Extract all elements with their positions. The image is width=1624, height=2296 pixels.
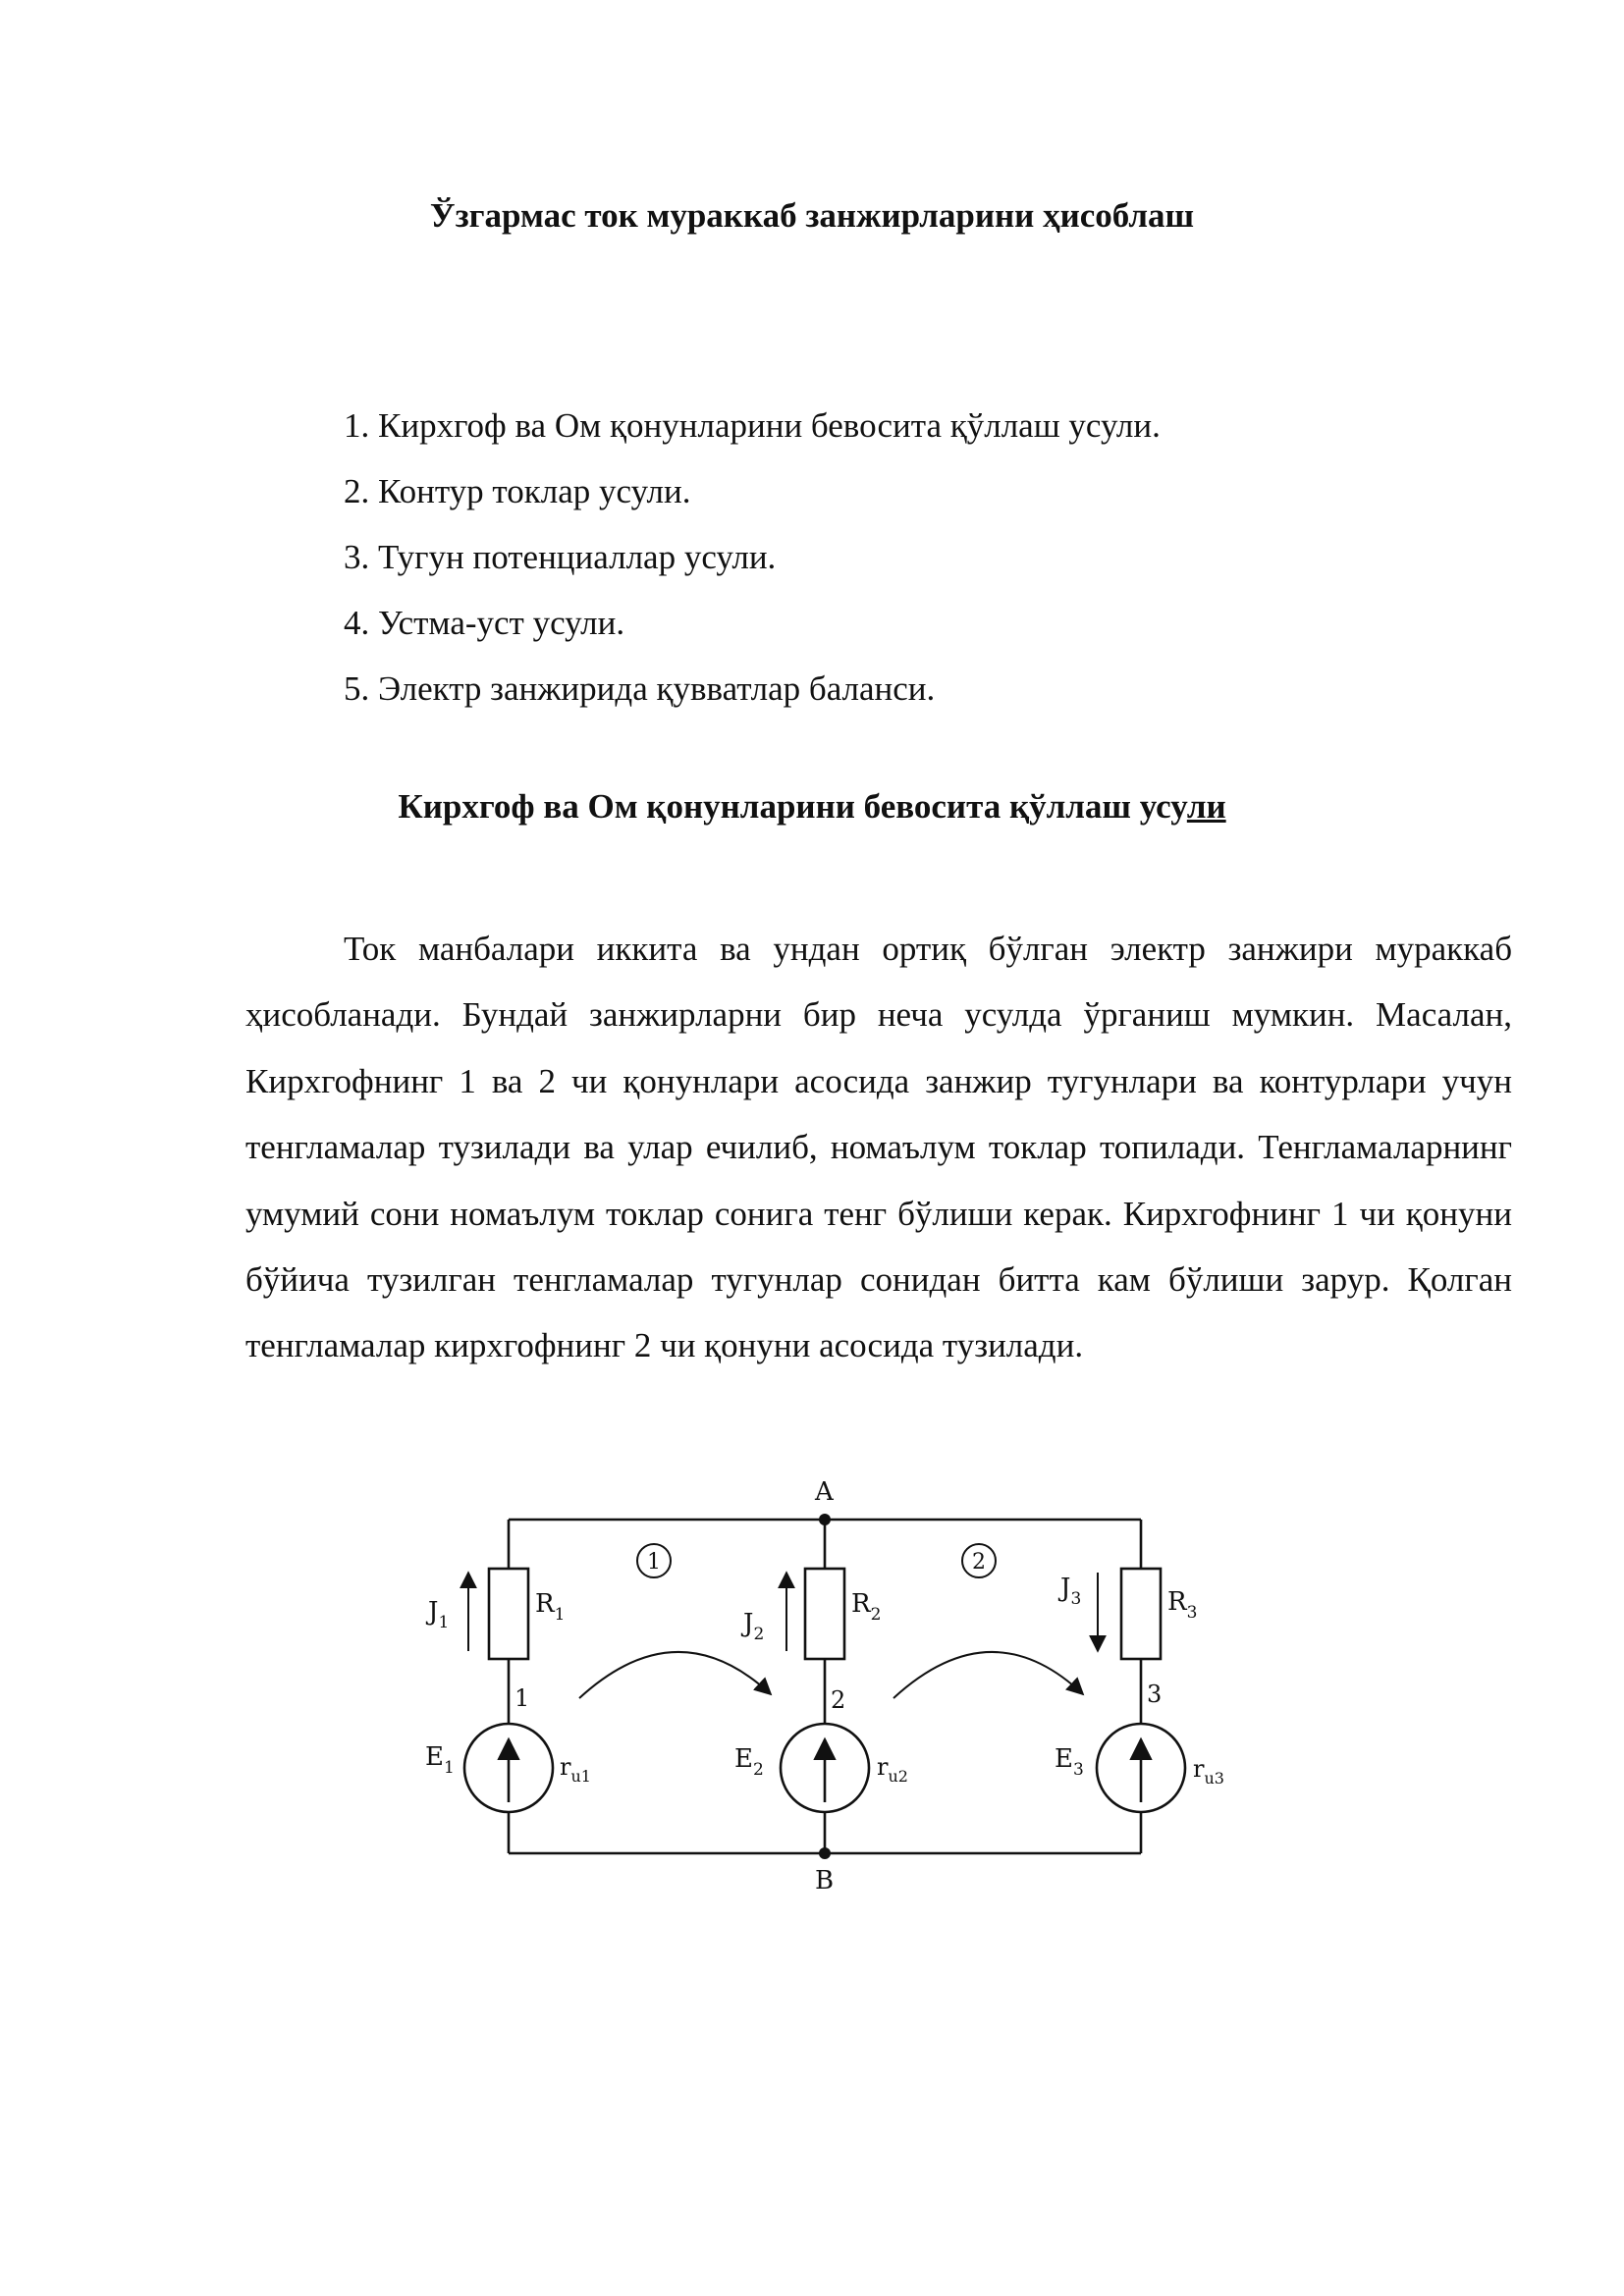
current-j1-label: $J_1$ [428, 1597, 450, 1632]
section-heading-underlined: ли [1186, 787, 1226, 826]
list-item: 1. Кирхгоф ва Ом қонунларини бевосита қўллаш усули. [344, 406, 1161, 445]
list-item: 4. Устма-уст усули. [344, 604, 625, 642]
list-item: 3. Тугун потенциаллар усули. [344, 538, 777, 576]
internal-r-u1-label: $r_{u1}$ [560, 1753, 591, 1786]
internal-r-u2-label: $r_{u2}$ [877, 1753, 908, 1786]
current-j3-label: $J_3$ [1060, 1574, 1082, 1609]
page-title: Ўзгармас ток мураккаб занжирларини ҳисоблаш [429, 196, 1195, 235]
current-j2-label: $J_2$ [743, 1609, 765, 1644]
topic-list [344, 393, 1161, 721]
point-3-label: 3 [1147, 1681, 1163, 1708]
point-1-label: 1 [514, 1684, 530, 1712]
resistor-r3-label: $R_3$ [1167, 1587, 1198, 1623]
section-heading-main: Кирхгоф ва Ом қонунларини бевосита қўллаш усу [398, 787, 1187, 826]
circuit-diagram [393, 1463, 1257, 1904]
body-paragraph: Ток манбалари иккита ва ундан ортиқ бўлган электр занжири мураккаб ҳисобланади. Бундай занжирларни бир неча усулда ўрганиш мумкин. Масалан, Кирхгофнинг 1 ва 2 чи қонунлари асосида занжир тугунлари ва контурлари учун тенгламалар тузилади ва улар ечилиб, номаълум токлар топилади. Тенгламаларнинг умумий сони номаълум токлар сонига тенг бўлиши керак. Кирхгофнинг 1 чи қонуни бўйича тузилган тенгламалар тугунлар сонидан битта кам бўлиши зарур. Қолган тенгламалар кирхгофнинг 2 чи қонуни асосида тузилади. [245, 930, 1512, 1365]
list-item: 5. Электр занжирида қувватлар баланси. [344, 669, 936, 708]
internal-r-u3-label: $r_{u3}$ [1193, 1755, 1224, 1788]
loop-1-number: 1 [647, 1550, 661, 1575]
node-b-label: B [815, 1866, 835, 1896]
node-b-dot [819, 1847, 831, 1859]
node-a-dot [819, 1514, 831, 1525]
section-heading [0, 787, 1624, 827]
resistor-r2-label: $R_2$ [851, 1589, 882, 1625]
point-2-label: 2 [831, 1686, 846, 1714]
resistor-r1-label: $R_1$ [535, 1589, 566, 1625]
loop-2-number: 2 [972, 1550, 986, 1575]
source-e3-label: $E_3$ [1055, 1744, 1084, 1780]
node-a-label: A [815, 1477, 834, 1507]
source-e1-label: $E_1$ [425, 1742, 455, 1778]
resistor-r3 [1121, 1569, 1161, 1659]
source-e2-label: $E_2$ [734, 1744, 764, 1780]
list-item: 2. Контур токлар усули. [344, 472, 691, 510]
loop-2-direction-arrow-icon [893, 1652, 1083, 1698]
resistor-r1 [489, 1569, 528, 1659]
loop-1-direction-arrow-icon [579, 1652, 771, 1698]
resistor-r2 [805, 1569, 844, 1659]
